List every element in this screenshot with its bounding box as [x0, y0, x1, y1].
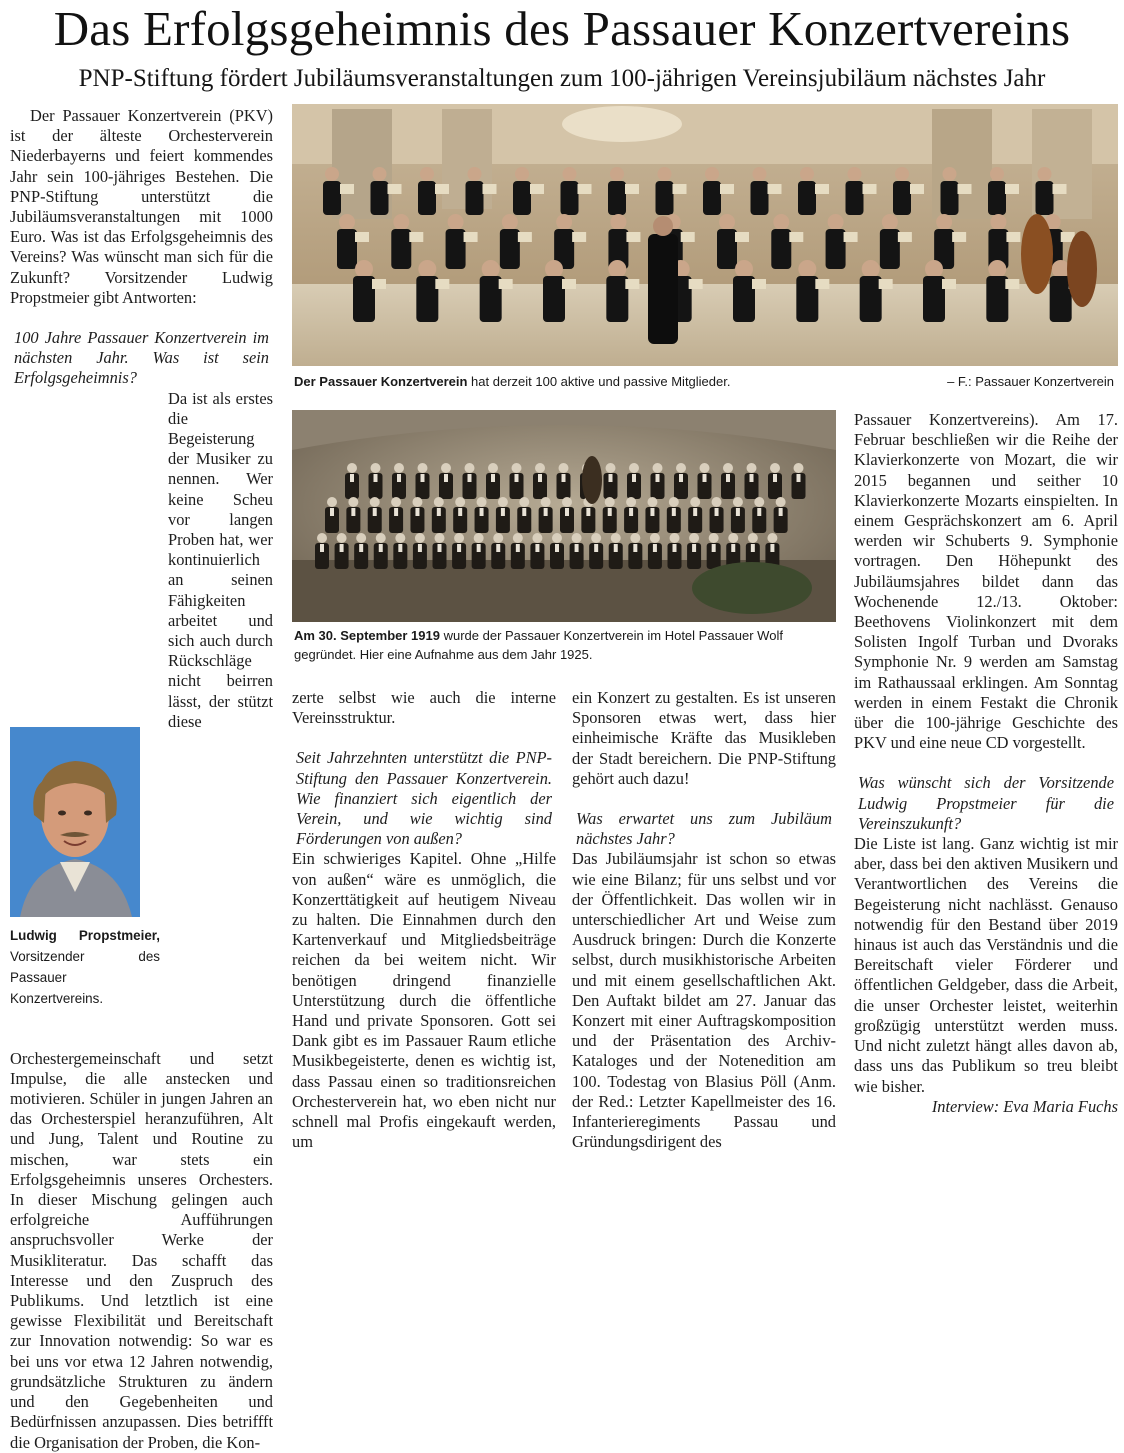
- subheadline: PNP-Stiftung fördert Jubiläumsveranstaltungen zum 100-jährigen Vereinsjubiläum nächstes Jahr: [78, 65, 1046, 92]
- byline: Interview: Eva Maria Fuchs: [931, 1096, 1118, 1116]
- column-1: [10, 106, 273, 1453]
- answer-1-continued: zerte selbst wie auch die interne Vereinsstruktur.: [292, 688, 556, 728]
- question-3: Was erwartet uns zum Jubiläum nächstes Jahr?: [576, 809, 832, 849]
- column-3: [572, 688, 836, 1152]
- answer-4: Die Liste ist lang. Ganz wichtig ist mir aber, dass bei den aktiven Musikern und Verantwortlichen des Vereins die Begeisterung nicht nachlässt. Genauso notwendig für den Bestand über 2019 hinaus ist auch das Verständnis und die Bereitschaft vieler Förderer und öffentlichen Geldgeber, dass die Arbeit, die unser Orchester leistet, weiterhin großzügig unterstützt werden muss. Und nicht zuletzt hängt alles davon ab, dass uns das Publikum so treu bleibt wie bisher.: [854, 834, 1118, 1096]
- portrait-photo: [10, 727, 140, 917]
- column-4: [854, 410, 1118, 1117]
- question-4: Was wünscht sich der Vorsitzende Ludwig Propstmeier für die Vereinszukunft?: [858, 773, 1114, 833]
- answer-2-continued: ein Konzert zu gestalten. Es ist unseren Sponsoren etwas wert, dass hier einheimische Kräfte das Musikleben der Stadt bereichern. Die PNP-Stiftung gehört auch dazu!: [572, 688, 836, 788]
- intro-paragraph: Der Passauer Konzertverein (PKV) ist der älteste Orchesterverein Niederbayerns und feiert kommendes Jahr sein 100-jähriges Bestehen. Die PNP-Stiftung unterstützt die Jubiläumsveranstaltungen mit 1000 Euro. Was ist das Erfolgsgeheimnis des Vereins? Was wünscht man sich für die Zukunft? Vorsitzender Ludwig Propstmeier gibt Antworten:: [10, 106, 273, 307]
- caption-historic: Am 30. September 1919 wurde der Passauer Konzertverein im Hotel Passauer Wolf gegründet. Hier eine Aufnahme aus dem Jahr 1925.: [294, 628, 783, 662]
- column-2: [292, 688, 556, 1152]
- portrait-block: [10, 727, 160, 1049]
- headline: Das Erfolgsgeheimnis des Passauer Konzertvereins: [53, 1, 1071, 56]
- question-1: 100 Jahre Passauer Konzertverein im nächsten Jahr. Was ist sein Erfolgsgeheimnis?: [14, 328, 269, 388]
- answer-2: Ein schwieriges Kapitel. Ohne „Hilfe von außen“ wäre es unmöglich, die Konzerttätigkeit auf heutigem Niveau zu halten. Die Einnahmen durch den Kartenverkauf und Mitgliedsbeiträge reichen da bei weitem nicht. Wir benötigen dringend finanzielle Unterstützung durch die öffentliche Hand und private Sponsoren. Gott sei Dank gibt es im Passauer Raum etliche Musikbegeisterte, denen es wichtig ist, dass Passau einen so traditionsreichen Orchesterverein hat, wo eben nicht nur schnell mal Profis eingekauft werden, um: [292, 849, 556, 1152]
- photo-credit: – F.: Passauer Konzertverein: [947, 374, 1114, 389]
- question-2: Seit Jahrzehnten unterstützt die PNP-Stiftung den Passauer Konzertverein. Wie finanziert sich eigentlich der Verein, und wie wichtig sind Förderungen von außen?: [296, 748, 552, 849]
- answer-3: Das Jubiläumsjahr ist schon so etwas wie eine Bilanz; für uns selbst und vor der Öffentlichkeit. Das wollen wir in unterschiedlicher Art und Weise zum Ausdruck bringen: Durch die Konzerte selbst, durch musikhistorische Arbeiten und mit einem gesellschaftlichen Akt. Den Auftakt bildet am 27. Januar das Konzert mit einer Auftragskomposition und der Präsentation des Archiv-Kataloges und der Notenedition am 100. Todestag von Blasius Pöll (Anm. der Red.: Letzter Kapellmeister des 16. Infanterieregiments Passau und Gründungsdirigent des: [572, 849, 836, 1152]
- orchestra-photo: [292, 104, 1118, 366]
- answer-1: Da ist als erstes die Begeisterung der Musiker zu nennen. Wer keine Scheu vor langen Proben hat, wer kontinuierlich an seinen Fähigkeiten arbeitet und sich auch durch Rückschläge nicht beirren lässt, der stützt diese Orchestergemeinschaft und setzt Impulse, die alle anstecken und motivieren. Schüler in jungen Jahren an das Orchesterspiel heranzuführen, Alt und Jung, Talent und Routine zu mischen, war stets ein Erfolgsgeheimnis unseres Orchesters. In dieser Mischung gelingen auch erfolgreiche Aufführungen anspruchsvoller Werke der Musikliteratur. Das schafft das Interesse und den Zuspruch des Publikums. Und letztlich ist eine gewisse Flexibilität und Bereitschaft zur Innovation notwendig: So war es bei uns vor etwa 12 Jahren notwendig, grundsätzliche Strukturen zu ändern und den Gegebenheiten und Bedürfnissen anzupassen. Dies betriffft die Organisation der Proben, die Kon-: [10, 388, 273, 1452]
- portrait-caption: Ludwig Propstmeier, Vorsitzender des Passauer Konzertvereins.: [10, 927, 160, 1006]
- caption-orchestra: Der Passauer Konzertverein hat derzeit 100 aktive und passive Mitglieder. – F.: Passauer Konzertverein: [294, 374, 1114, 389]
- historic-photo: [292, 410, 836, 622]
- answer-3-continued: Passauer Konzertvereins). Am 17. Februar beschließen wir die Reihe der Klavierkonzerte von Mozart, die wir 2015 begannen und seither 10 Klavierkonzerte Mozarts einspielten. In einem Gesprächskonzert am 6. April werden wir Schuberts 9. Symphonie vortragen. Den Höhepunkt des Jubiläumsjahres bildet dann das Wochenende 12./13. Oktober: Beethovens Violinkonzert mit dem Solisten Ingolf Turban und Dvoraks Symphonie Nr. 9 werden am Samstag im Rathaussaal erklingen. Am Sonntag werden in einem Festakt die Chronik über die 100-jährige Geschichte des PKV und eine neue CD vorgestellt.: [854, 410, 1118, 753]
